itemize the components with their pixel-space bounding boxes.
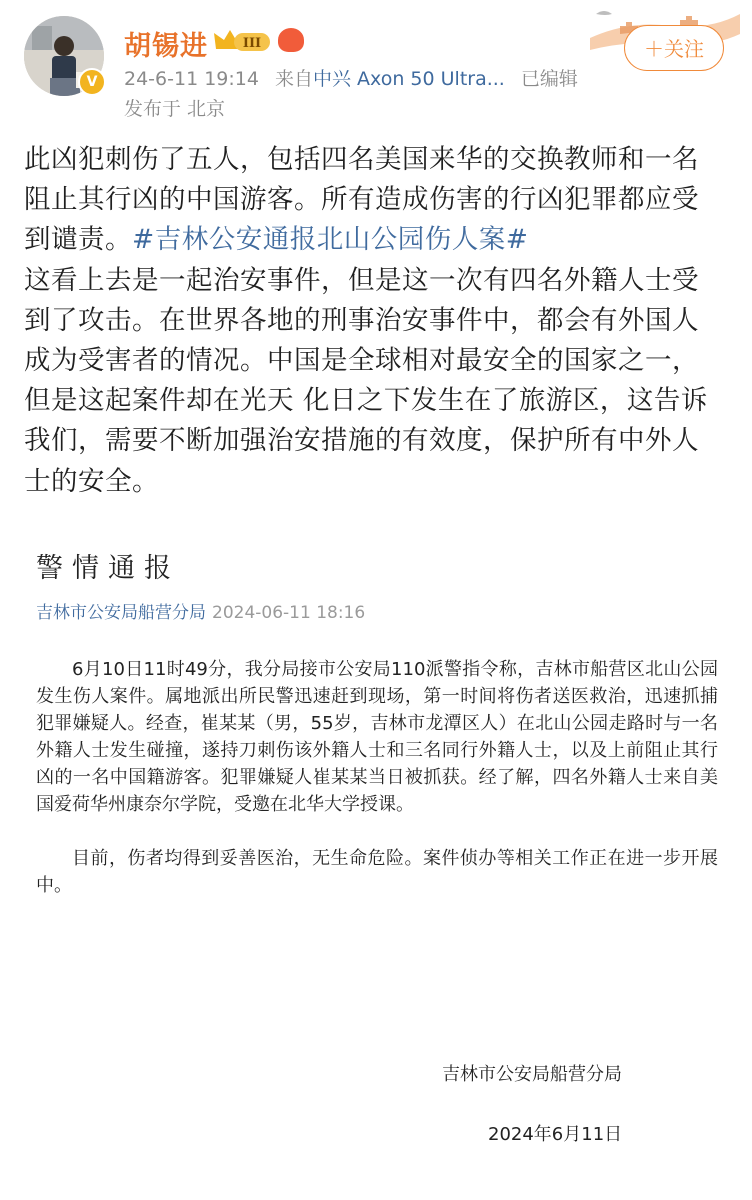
post-header	[0, 0, 752, 130]
notice-signature-date: 2024年6月11日	[488, 1124, 623, 1145]
edited-label[interactable]: 已编辑	[520, 68, 578, 90]
post-meta	[124, 64, 578, 91]
vip-crown-icon	[212, 27, 272, 55]
notice-source-name: 吉林市公安局船营分局	[36, 603, 206, 623]
follow-button[interactable]: ＋关注	[624, 25, 724, 71]
level-badge-text: III	[242, 36, 262, 51]
hashtag-link[interactable]: #吉林公安通报北山公园伤人案#	[132, 224, 529, 256]
post-content	[24, 140, 724, 502]
device-link[interactable]: 中兴 Axon 50 Ultra...	[313, 68, 505, 90]
notice-body	[36, 656, 718, 899]
notice-signature-org: 吉林市公安局船营分局	[442, 1064, 622, 1085]
post-paragraph-2: 这看上去是一起治安事件，但是这一次有四名外籍人士受到了攻击。在世界各地的刑事治安事件中，都会有外国人成为受害者的情况。中国是全球相对最安全的国家之一，但是这起案件却在光天 化日之下发生在了旅游区，这告诉我们，需要不断加强治安措施的有效度，保护所有中外人士的安全。	[24, 264, 708, 497]
notice-source-time: 2024-06-11 18:16	[212, 603, 366, 623]
post-location: 发布于 北京	[124, 98, 226, 120]
mascot-icon	[278, 28, 304, 52]
notice-paragraph-1: 6月10日11时49分，我分局接市公安局110派警指令称，吉林市船营区北山公园发生伤人案件。属地派出所民警迅速赶到现场，第一时间将伤者送医救治，迅速抓捕犯罪嫌疑人。经查，崔某某（男，55岁，吉林市龙潭区人）在北山公园走路时与一名外籍人士发生碰撞，遂持刀刺伤该外籍人士和三名同行外籍人士，以及上前阻止其行凶的一名中国籍游客。犯罪嫌疑人崔某某当日被抓获。经了解，四名外籍人士来自美国爱荷华州康奈尔学院，受邀在北华大学授课。	[36, 659, 718, 815]
post-timestamp: 24-6-11 19:14	[124, 68, 259, 90]
post-paragraph-1	[24, 140, 724, 261]
notice-paragraph-2: 目前，伤者均得到妥善医治，无生命危险。案件侦办等相关工作正在进一步开展中。	[36, 848, 718, 896]
verified-badge-icon: V	[78, 68, 106, 96]
username[interactable]: 胡锡进	[124, 31, 208, 62]
source-prefix: 来自	[275, 68, 314, 90]
attached-notice-image[interactable]	[0, 520, 752, 1200]
post-paragraph-1-text: 此凶犯刺伤了五人，包括四名美国来华的交换教师和一名阻止其行凶的中国游客。所有造成伤害的行凶犯罪都应受到谴责。	[24, 144, 699, 256]
notice-source	[36, 598, 365, 623]
notice-title: 警情通报	[36, 553, 180, 584]
